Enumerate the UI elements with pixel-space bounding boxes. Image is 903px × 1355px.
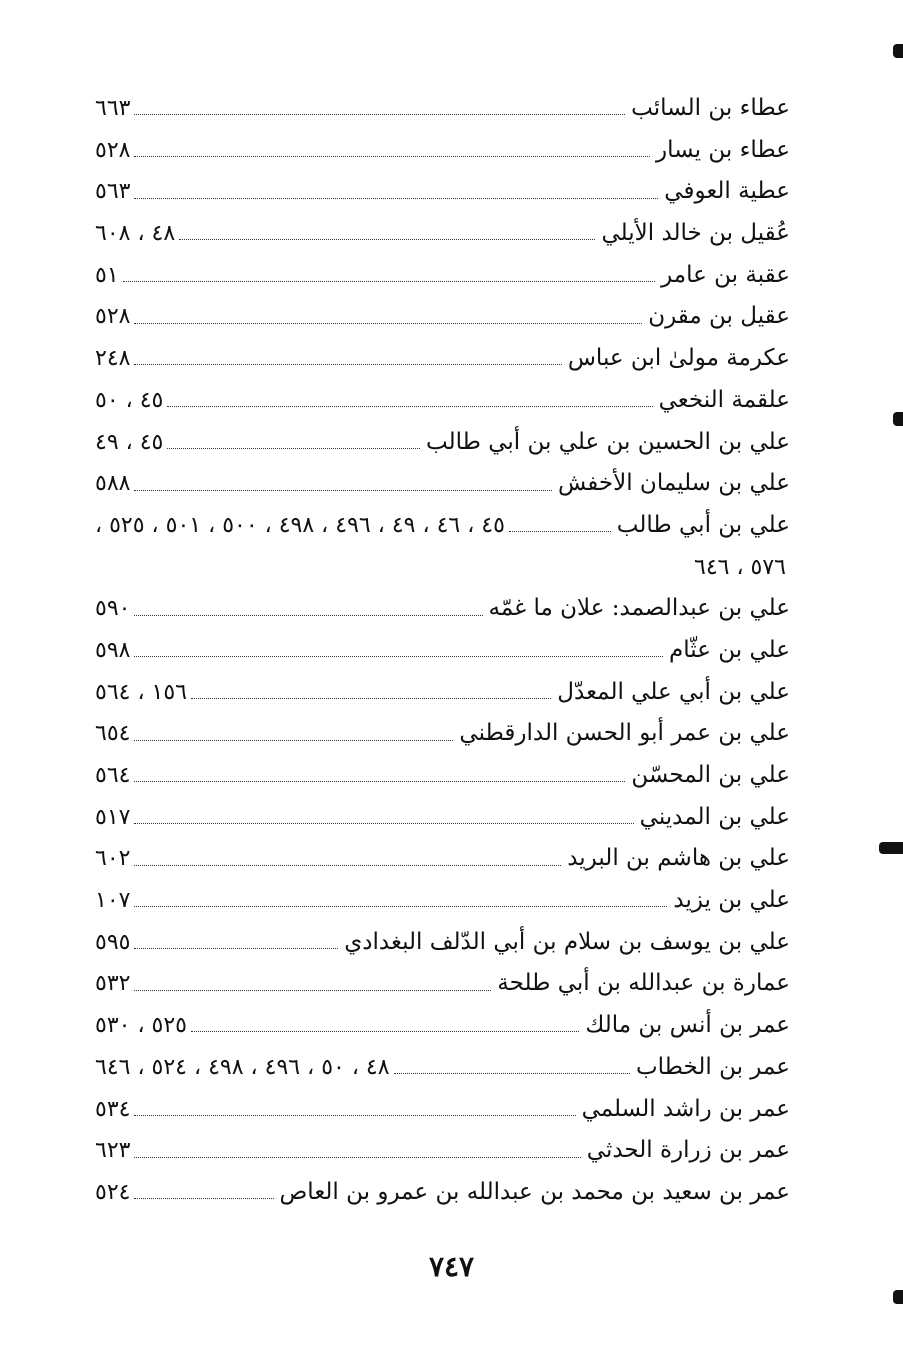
dot-leader bbox=[191, 1029, 579, 1032]
entry-page-refs: ٢٤٨ bbox=[95, 346, 131, 372]
entry-page-refs: ٥٩٠ bbox=[95, 596, 131, 622]
entry-name: علي بن أبي طالب bbox=[616, 511, 790, 538]
entry-page-refs: ٦٠٢ bbox=[95, 846, 131, 872]
entry-page-refs: ٦٢٣ bbox=[95, 1138, 131, 1164]
entry-page-refs: ٤٥ ، ٤٦ ، ٤٩ ، ٤٩٦ ، ٤٩٨ ، ٥٠٠ ، ٥٠١ ، ٥٢٥ ، bbox=[95, 512, 505, 538]
dot-leader bbox=[134, 362, 561, 365]
entry-page-refs: ١٠٧ bbox=[95, 888, 131, 914]
entry-page-refs: ٦٦٣ bbox=[95, 96, 131, 121]
entry-name: علقمة النخعي bbox=[658, 386, 790, 413]
dot-leader bbox=[134, 488, 551, 491]
entry-name: علي بن عبدالصمد: علان ما غمّه bbox=[488, 595, 790, 622]
dot-leader bbox=[134, 779, 625, 782]
entry-name: علي بن المحسّن bbox=[631, 762, 790, 788]
index-entry bbox=[95, 588, 790, 630]
index-entry bbox=[95, 963, 790, 1005]
entry-page-refs: ٦٥٤ bbox=[95, 721, 131, 747]
index-entry bbox=[95, 838, 790, 880]
entry-name: عمر بن أنس بن مالك bbox=[585, 1012, 790, 1039]
index-entry bbox=[95, 505, 790, 547]
entry-name: عمر بن سعيد بن محمد بن عبدالله بن عمرو بن العاص bbox=[279, 1178, 790, 1205]
index-entry bbox=[95, 380, 790, 422]
dot-leader bbox=[179, 237, 595, 240]
dot-leader bbox=[134, 738, 453, 741]
dot-leader bbox=[134, 1113, 575, 1116]
entry-page-refs: ٥٢٨ bbox=[95, 304, 131, 330]
entry-page-refs: ٥٩٨ bbox=[95, 637, 131, 663]
entry-page-refs: ٤٥ ، ٥٠ bbox=[95, 387, 164, 413]
index-entry bbox=[95, 672, 790, 714]
index-entry bbox=[95, 130, 790, 172]
binding-mark bbox=[879, 842, 903, 854]
dot-leader bbox=[134, 1155, 580, 1158]
dot-leader bbox=[134, 988, 491, 991]
dot-leader bbox=[191, 696, 551, 699]
entry-name: عمارة بن عبدالله بن أبي طلحة bbox=[497, 970, 790, 997]
entry-name: عكرمة مولىٰ ابن عباس bbox=[567, 345, 790, 372]
dot-leader bbox=[509, 529, 611, 532]
entry-page-refs: ٥٧٦ ، ٦٤٦ bbox=[694, 554, 786, 580]
binding-mark bbox=[893, 1290, 903, 1304]
entry-name: علي بن سليمان الأخفش bbox=[557, 470, 790, 497]
entry-name: عُقيل بن خالد الأيلي bbox=[601, 220, 790, 247]
entry-name: علي بن المديني bbox=[639, 803, 790, 830]
entry-name: عطية العوفي bbox=[664, 178, 790, 205]
entry-page-refs: ٥٨٨ bbox=[95, 471, 131, 497]
entry-name: علي بن عمر أبو الحسن الدارقطني bbox=[459, 720, 790, 747]
binding-mark bbox=[893, 44, 903, 58]
index-entry bbox=[95, 713, 790, 755]
entry-name: علي بن عثّام bbox=[669, 636, 790, 663]
index-entry bbox=[95, 88, 790, 130]
entry-page-refs: ٥٢٤ bbox=[95, 1179, 131, 1205]
entry-page-refs: ٥٣٤ bbox=[95, 1096, 131, 1122]
entry-name: علي بن الحسين بن علي بن أبي طالب bbox=[425, 428, 790, 455]
entry-page-refs: ٥٦٤ bbox=[95, 763, 131, 788]
dot-leader bbox=[134, 1196, 273, 1199]
index-entry bbox=[95, 922, 790, 964]
binding-mark bbox=[893, 412, 903, 426]
dot-leader bbox=[123, 279, 655, 282]
dot-leader bbox=[134, 863, 561, 866]
index-entry bbox=[95, 547, 790, 589]
dot-leader bbox=[134, 821, 633, 824]
entry-page-refs: ٥١ bbox=[95, 262, 119, 288]
page-number: ٧٤٧ bbox=[428, 1250, 475, 1283]
entry-page-refs: ١٥٦ ، ٥٦٤ bbox=[95, 679, 187, 705]
entry-name: عقيل بن مقرن bbox=[648, 303, 790, 330]
dot-leader bbox=[134, 946, 338, 949]
index-entry bbox=[95, 1047, 790, 1089]
index-entry bbox=[95, 338, 790, 380]
dot-leader bbox=[167, 404, 652, 407]
entry-page-refs: ٤٨ ، ٥٠ ، ٤٩٦ ، ٤٩٨ ، ٥٢٤ ، ٦٤٦ bbox=[95, 1054, 390, 1080]
dot-leader bbox=[134, 112, 625, 115]
entry-page-refs: ٥٦٣ bbox=[95, 179, 131, 205]
entry-page-refs: ٤٨ ، ٦٠٨ bbox=[95, 221, 176, 247]
index-entry bbox=[95, 296, 790, 338]
entry-page-refs: ٥٢٥ ، ٥٣٠ bbox=[95, 1013, 187, 1039]
index-entry bbox=[95, 1130, 790, 1172]
entry-name: علي بن أبي علي المعدّل bbox=[557, 678, 790, 705]
dot-leader bbox=[134, 154, 650, 157]
dot-leader bbox=[134, 904, 667, 907]
dot-leader bbox=[134, 613, 482, 616]
entry-page-refs: ٥٣٢ bbox=[95, 971, 131, 997]
index-entry bbox=[95, 213, 790, 255]
index-entry bbox=[95, 630, 790, 672]
entry-name: علي بن يزيد bbox=[673, 887, 790, 914]
index-entry bbox=[95, 1172, 790, 1214]
index-entry bbox=[95, 255, 790, 297]
index-entry bbox=[95, 463, 790, 505]
dot-leader bbox=[167, 446, 420, 449]
name-index-list bbox=[95, 88, 790, 1214]
index-entry bbox=[95, 797, 790, 839]
index-entry bbox=[95, 880, 790, 922]
index-entry bbox=[95, 1089, 790, 1131]
index-entry bbox=[95, 755, 790, 797]
entry-name: عطاء بن السائب bbox=[631, 95, 790, 121]
index-entry bbox=[95, 1005, 790, 1047]
dot-leader bbox=[134, 196, 658, 199]
entry-name: عقبة بن عامر bbox=[661, 261, 790, 288]
entry-name: علي بن هاشم بن البريد bbox=[567, 845, 790, 872]
entry-name: عمر بن زرارة الحدثي bbox=[586, 1137, 790, 1164]
dot-leader bbox=[394, 1071, 630, 1074]
index-entry bbox=[95, 422, 790, 464]
entry-name: عطاء بن يسار bbox=[656, 136, 790, 163]
entry-name: عمر بن الخطاب bbox=[635, 1053, 790, 1080]
entry-name: علي بن يوسف بن سلام بن أبي الدّلف البغدادي bbox=[344, 928, 790, 955]
entry-page-refs: ٤٥ ، ٤٩ bbox=[95, 429, 164, 455]
entry-page-refs: ٥١٧ bbox=[95, 804, 131, 830]
entry-name: عمر بن راشد السلمي bbox=[581, 1095, 790, 1122]
dot-leader bbox=[134, 321, 642, 324]
entry-page-refs: ٥٩٥ bbox=[95, 929, 131, 955]
dot-leader bbox=[134, 654, 663, 657]
index-entry bbox=[95, 171, 790, 213]
entry-page-refs: ٥٢٨ bbox=[95, 137, 131, 163]
